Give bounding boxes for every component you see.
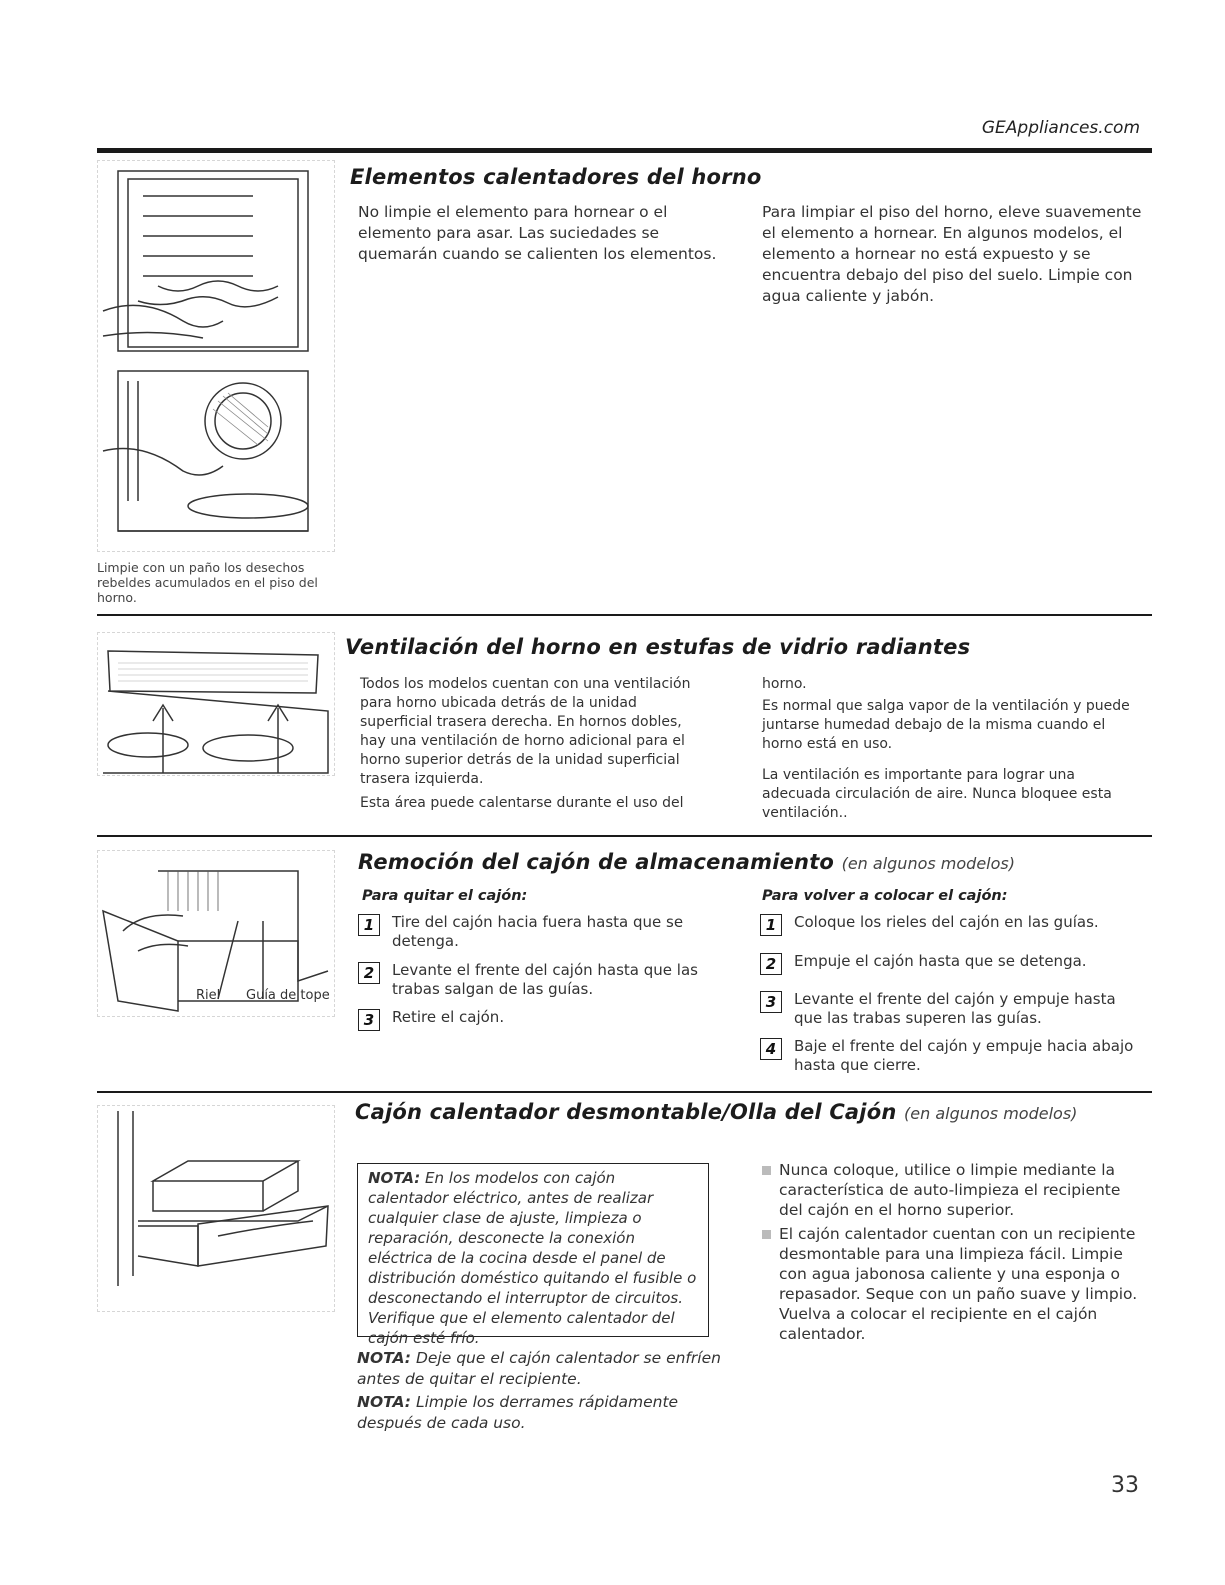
note-cool-down: NOTA: Deje que el cajón calentador se enfríen antes de quitar el recipiente.: [357, 1349, 721, 1388]
remove-step: [358, 961, 718, 999]
step-text: Tire del cajón hacia fuera hasta que se detenga.: [392, 913, 684, 950]
bullet-text: Nunca coloque, utilice o limpie mediante la característica de auto-limpieza el recipiente del cajón en el horno superior.: [779, 1161, 1121, 1219]
remove-step: [358, 913, 718, 951]
section-divider: [97, 1091, 1152, 1093]
section2-title: Ventilación del horno en estufas de vidrio radiantes: [345, 635, 971, 659]
cooktop-vent-illustration: [97, 632, 335, 776]
step-number: 4: [760, 1038, 782, 1060]
replace-step: [760, 1037, 1140, 1075]
section2-col1-p1: Todos los modelos cuentan con una ventilación para horno ubicada detrás de la unidad superficial trasera derecha. En hornos dobles, hay una ventilación de horno adicional para el horno superior detrás de la unidad superficial trasera izquierda.: [360, 676, 691, 787]
header-rule: [97, 148, 1152, 153]
step-number: 1: [358, 914, 380, 936]
bullet-text: El cajón calentador cuentan con un recipiente desmontable para una limpieza fácil. Limpie con agua jabonosa caliente y una esponja o repasador. Seque con un paño suave y limpio. Vuelva a colocar el recipiente en el cajón calentador.: [779, 1225, 1138, 1343]
bullet-marker: [762, 1166, 771, 1175]
step-text: Retire el cajón.: [392, 1008, 505, 1026]
step-number: 2: [760, 953, 782, 975]
note-label: NOTA:: [368, 1169, 421, 1187]
step-number: 1: [760, 914, 782, 936]
section4-bullets: [762, 1160, 1147, 1348]
section3-title-sub: (en algunos modelos): [841, 854, 1015, 873]
section3-title-wrap: [358, 850, 1015, 874]
label-guia-de-tope: Guía de tope: [246, 988, 330, 1003]
replace-step: [760, 952, 1140, 975]
section3-title: Remoción del cajón de almacenamiento (en algunos modelos): [358, 850, 1015, 874]
warming-drawer-illustration: [97, 1105, 335, 1312]
note-spills: NOTA: Limpie los derrames rápidamente después de cada uso.: [357, 1393, 679, 1432]
remove-step: [358, 1008, 718, 1031]
bullet-marker: [762, 1230, 771, 1239]
section-divider: [97, 614, 1152, 616]
bullet-item: [762, 1224, 1147, 1344]
section2-col2-p1: horno.: [762, 676, 807, 692]
section2-col2-p2: Es normal que salga vapor de la ventilación y puede juntarse humedad debajo de la misma cuando el horno está en uso.: [762, 698, 1130, 752]
bullet-item: [762, 1160, 1147, 1220]
section2-col1-p2: Esta área puede calentarse durante el uso del: [360, 795, 684, 811]
page-number: 33: [1111, 1473, 1139, 1498]
step-text: Empuje el cajón hasta que se detenga.: [794, 952, 1087, 970]
section2-col2-p3: La ventilación es importante para lograr una adecuada circulación de aire. Nunca bloquee esta ventilación..: [762, 767, 1112, 821]
section1-col2: Para limpiar el piso del horno, eleve suavemente el elemento a hornear. En algunos modelos, el elemento a hornear no está expuesto y se encuentra debajo del piso del suelo. Limpie con agua caliente y jabón.: [762, 203, 1142, 305]
section4-title-wrap: [355, 1100, 1077, 1124]
section4-title: Cajón calentador desmontable/Olla del Cajón (en algunos modelos): [355, 1100, 1078, 1124]
site-url: GEAppliances.com: [981, 118, 1140, 138]
section4-title-sub: (en algunos modelos): [904, 1104, 1078, 1123]
replace-heading: Para volver a colocar el cajón:: [762, 888, 1008, 904]
step-text: Levante el frente del cajón y empuje hasta que las trabas superen las guías.: [794, 990, 1116, 1027]
replace-step: [760, 990, 1140, 1028]
step-number: 3: [760, 991, 782, 1013]
section1-caption: Limpie con un paño los desechos rebeldes acumulados en el piso del horno.: [97, 560, 318, 605]
oven-element-illustration: [97, 160, 335, 552]
section-divider: [97, 835, 1152, 837]
step-number: 3: [358, 1009, 380, 1031]
step-text: Levante el frente del cajón hasta que las trabas salgan de las guías.: [392, 961, 698, 998]
step-number: 2: [358, 962, 380, 984]
section1-col1: No limpie el elemento para hornear o el elemento para asar. Las suciedades se quemarán cuando se calienten los elementos.: [358, 203, 717, 263]
step-text: Baje el frente del cajón y empuje hacia abajo hasta que cierre.: [794, 1037, 1134, 1074]
warning-note-box: [357, 1163, 709, 1347]
remove-heading: Para quitar el cajón:: [362, 888, 528, 904]
note-text: En los modelos con cajón calentador eléctrico, antes de realizar cualquier clase de ajuste, limpieza o reparación, desconecte la conexión eléctrica de la cocina desde el panel de distribución doméstico quitando el fusible o desconectando el interruptor de circuitos. Verifique que el elemento calentador del cajón esté frío.: [368, 1169, 697, 1347]
step-text: Coloque los rieles del cajón en las guías.: [794, 913, 1099, 931]
label-riel: Riel: [196, 988, 221, 1003]
replace-step: [760, 913, 1140, 936]
section1-title: Elementos calentadores del horno: [350, 165, 762, 189]
